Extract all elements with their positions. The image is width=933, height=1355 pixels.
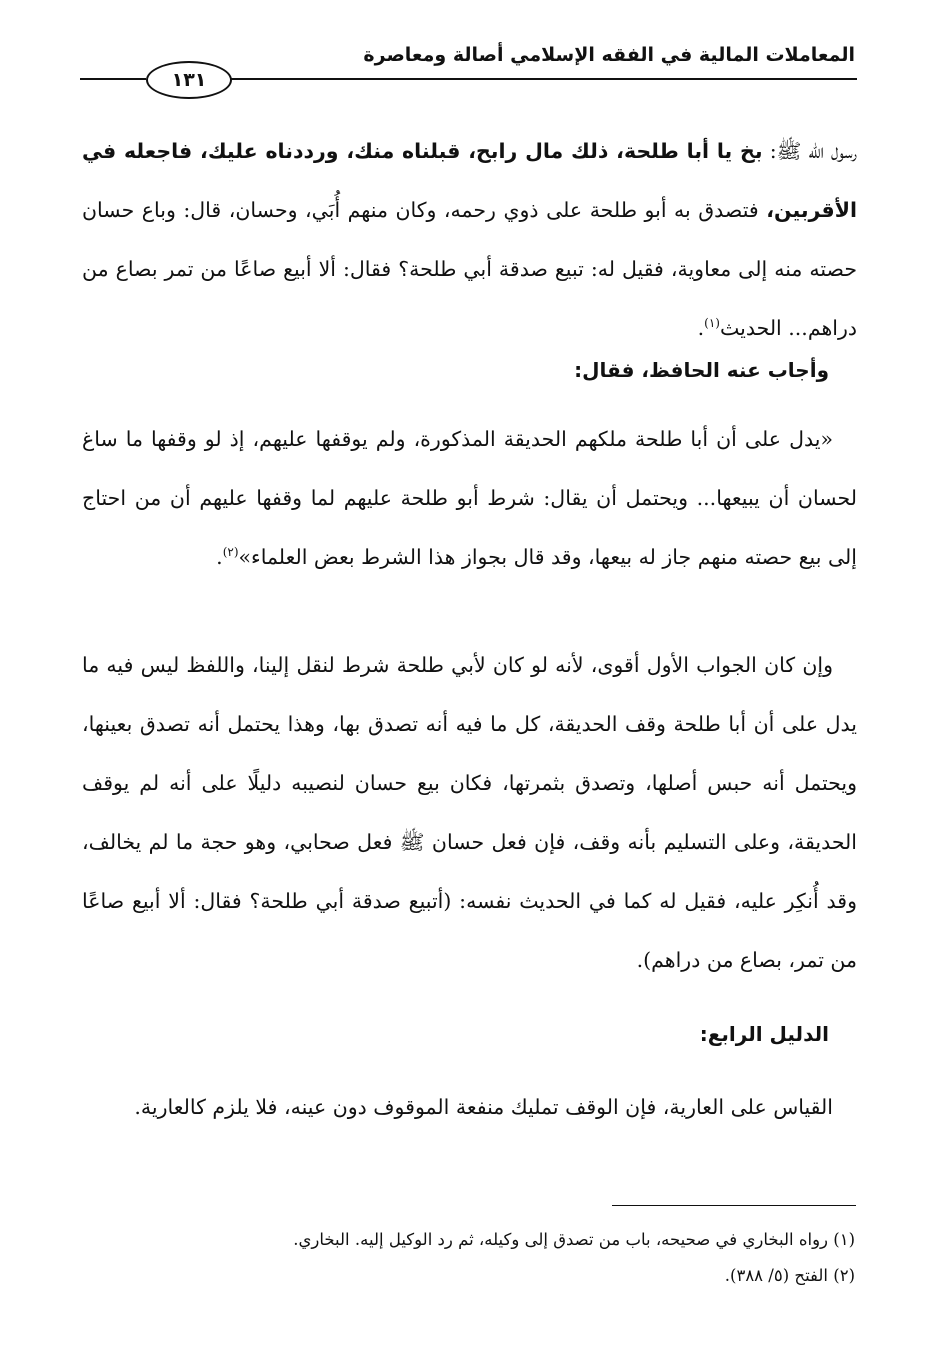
p2-end: .: [216, 545, 223, 569]
footnote-1: (١) رواه البخاري في صحيحه، باب من تصدق إلى وكيله، ثم رد الوكيل إليه. البخاري.: [293, 1230, 855, 1249]
footnote-ref-1[interactable]: (١): [704, 316, 720, 331]
p1-text-b: فتصدق به أبو طلحة على ذوي رحمه، وكان منهم أُبَي، وحسان، قال: وباع حسان حصته منه إلى معاوية، فقيل له: تبيع صدقة أبي طلحة؟ فقال: ألا أبيع صاعًا من تمر بصاع من دراهم... الحديث: [82, 198, 857, 340]
paragraph-2: [82, 410, 857, 587]
paragraph-4: [82, 1078, 857, 1137]
p3-text: وإن كان الجواب الأول أقوى، لأنه لو كان لأبي طلحة شرط لنقل إلينا، واللفظ ليس فيه ما يدل على أن أبا طلحة وقف الحديقة، كل ما فيه أنه تصدق بها، وهذا يحتمل أنه تصدق بعينها، ويحتمل أنه حبس أصلها، وتصدق بثمرتها، فكان بيع حسان لنصيبه دليلًا على أنه لم يوقف الحديقة، وعلى التسليم بأنه وقف، فإن فعل حسان ﷺ فعل صحابي، وهو حجة ما لم يخالف، وقد أُنكِر عليه، فقيل له كما في الحديث نفسه: (أتبيع صدقة أبي طلحة؟ فقال: ألا أبيع صاعًا من تمر، بصاع من دراهم).: [82, 653, 857, 972]
p4-text: القياس على العارية، فإن الوقف تمليك منفعة الموقوف دون عينه، فلا يلزم كالعارية.: [134, 1095, 833, 1119]
header-rule: [228, 78, 857, 80]
paragraph-3: [82, 636, 857, 990]
p2-text: «يدل على أن أبا طلحة ملكهم الحديقة المذكورة، ولم يوقفها عليهم، إذ لو وقفها ما ساغ لحسان أن يبيعها... ويحتمل أن يقال: شرط أبو طلحة عليهم لما وقفها عليهم أن من احتاج إلى بيع حصته منهم جاز له بيعها، وقد قال بجواز هذا الشرط بعض العلماء»: [82, 427, 857, 569]
p1-bold-quote: بخ يا أبا طلحة، ذلك مال رابح، قبلناه منك، ورددناه عليك، فاجعله في الأقربين،: [82, 139, 857, 222]
footnote-ref-2[interactable]: (٢): [222, 545, 239, 560]
page-number: ١٣١: [146, 61, 232, 99]
running-title: المعاملات المالية في الفقه الإسلامي أصالة ومعاصرة: [363, 44, 855, 66]
paragraph-1: [82, 122, 857, 358]
p1-end: .: [697, 316, 705, 340]
footnote-2: (٢) الفتح (٥/ ٣٨٨).: [724, 1266, 855, 1285]
footnote-separator: [612, 1205, 856, 1206]
section-heading-fourth-evidence: الدليل الرابع:: [699, 1022, 829, 1046]
section-heading-hafiz: وأجاب عنه الحافظ، فقال:: [574, 358, 829, 382]
header-rule-left: [80, 78, 146, 80]
p1-text-a: رسول الله ﷺ:: [762, 139, 857, 163]
footnotes: [70, 1222, 855, 1294]
